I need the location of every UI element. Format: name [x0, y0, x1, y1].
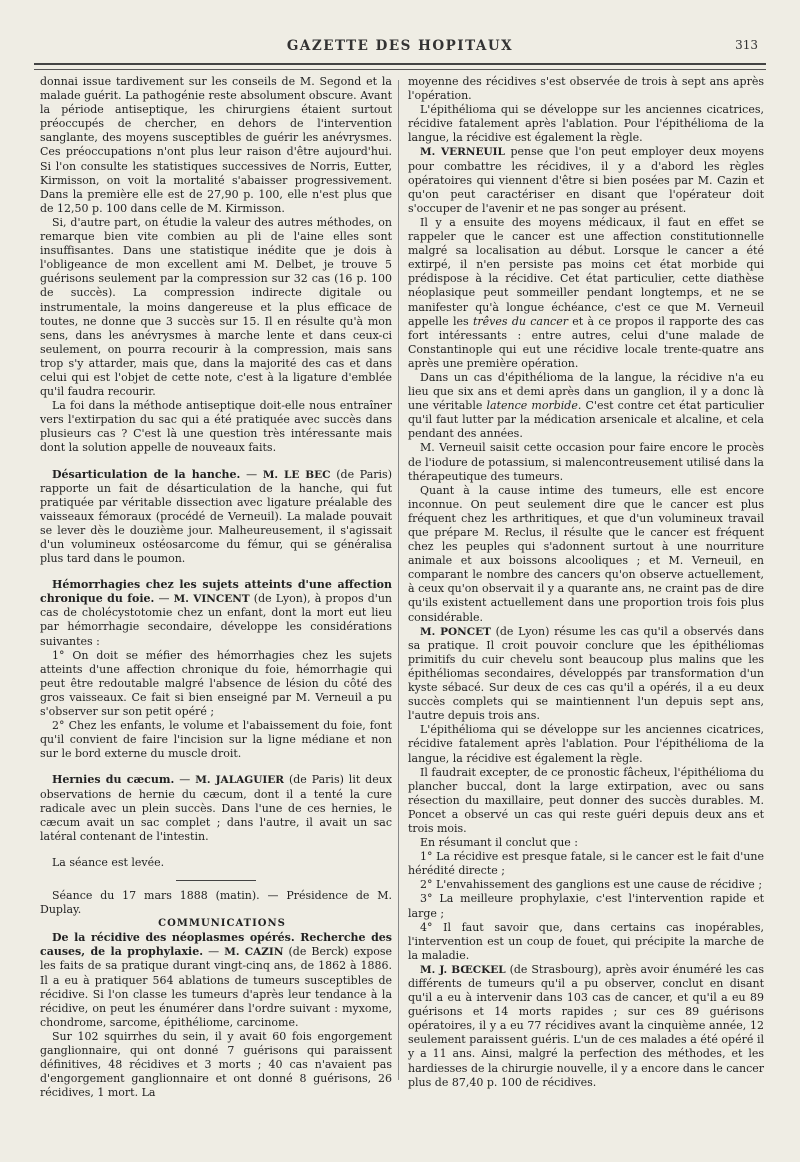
section-text: (de Paris) lit deux observations de hernie du cæcum, dont il a tenté la cure radicale avec un plein succès. Dans l'une de ces hernies, le cæcum avait un sac complet ; dans l'autre, il avait un sac latéral contenant de l'intestin. — [40, 773, 393, 843]
author-name: M. JALAGUIER — [195, 774, 284, 787]
text-span: Dans un cas d'épithélioma de la langue, la récidive n'a eu lieu que six ans et demi après dans un ganglion, il y a donc là une véritable — [408, 370, 764, 413]
closing-line: La séance est levée. — [52, 855, 165, 869]
journal-title: GAZETTE DES HOPITAUX — [286, 38, 514, 54]
section-title: Hémorrhagies chez les sujets atteints d'une affection chronique du foie. — [40, 578, 392, 606]
header-rule — [34, 63, 766, 65]
paragraph: Si, d'autre part, on étudie la valeur des autres méthodes, on remarque bien vite combien au pli de l'aine elles sont insuffisantes. Dans une statistique inédite que je dois à l'obligeance de mon excellent ami M. Delbet, je trouve 5 guérisons seulement par la compression sur 32 cas (16 p. 100 de succès). La compression indirecte digitale ou instrumentale, la moins dangereuse et la plus efficace de toutes, ne donne que 3 succès sur 15. Il en résulte qu'à mon sens, dans les anévrysmes à marche lente et dans ceux-ci seulement, on pourra recourir à la compression, mais sans trop s'y attarder, mais que, dans la majorité des cas et dans celui qui est l'objet de cette note, c'est à la ligature d'emblée qu'il faudra recourir. — [40, 215, 392, 399]
session-line: Séance du 17 mars 1888 (matin). — Présidence de M. Duplay. — [40, 888, 392, 917]
paragraph: donnai issue tardivement sur les conseils de M. Segond et la malade guérit. La pathogénie reste absolument obscure. Avant la période antiseptique, les chirurgiens étaient surtout préoccupés de chercher, en dehors de l'intervention sanglante, des moyens susceptibles de guérir les anévrysmes. Ces préoccupations n'ont plus leur raison d'être aujourd'hui. Si l'on consulte les statistiques successives de Norris, Eutter, Kirmisson, on voit la mortalité s'abaisser progressivement. Dans la première elle est de 27,90 p. 100, elle n'est plus que de 12,50 p. 100 dans celle de M. Kirmisson. — [40, 75, 392, 215]
text-span: C'est contre cet état particulier qu'il faut lutter par la médication arsenicale et alcaline, et cela pendant des années. — [408, 399, 765, 441]
author-name: M. CAZIN — [224, 946, 284, 959]
section-hip-disarticulation: Désarticulation de la hanche. — M. LE BEC (de Paris) rapporte un fait de désarticulation de la hanche, qui fut pratiquée par véritable dissection avec ligature préalable des vaisseaux fémoraux (procédé de Verneuil). La malade pouvait se lever dès le douzième jour. Malheureusement, il s'agissait d'un volumineux ostéosarcome du fémur, qui se généralisa plus tard dans le poumon. — [40, 467, 392, 566]
author-name: M. J. BŒCKEL — [420, 963, 506, 976]
paragraph-verneuil — [408, 145, 764, 215]
section-cecum-hernia: Hernies du cæcum. — M. JALAGUIER (de Paris) lit deux observations de hernie du cæcum, dont il a tenté la cure radicale avec un plein succès. Dans l'une de ces hernies, le cæcum avait un sac complet ; dans l'autre, il avait un sac latéral contenant de l'intestin. — [40, 773, 393, 843]
conclusion-item: 3° La meilleure prophylaxie, c'est l'intervention rapide et large ; — [408, 892, 764, 920]
paragraph: Il faudrait excepter, de ce pronostic fâcheux, l'épithélioma du plancher buccal, dont la large extirpation, avec ou sans résection du maxillaire, peut donner des succès durables. M. Poncet a observé un cas qui reste guéri depuis deux ans et trois mois. — [408, 765, 764, 835]
section-text: pense que l'on peut employer deux moyens pour combattre les récidives, il y a d'abord les règles opératoires qui viennent d'être si bien posées par M. Cazin et qu'on peut caractériser en disant que l'opérateur doit s'occuper de l'avenir et ne pas songer au présent. — [408, 145, 764, 215]
paragraph — [408, 371, 764, 441]
paragraph: moyenne des récidives s'est observée de trois à sept ans après l'opération. — [408, 75, 764, 103]
page-header — [36, 38, 764, 60]
right-column — [408, 75, 764, 1090]
paragraph: 1° On doit se méfier des hémorrhagies chez les sujets atteints d'une affection chronique du foie, hémorrhagie qui peut être redoutable malgré l'absence de lésion du côté des gros vaisseaux. Ce fait si bien enseigné par M. Verneuil a pu s'observer sur son petit opéré ; — [40, 648, 392, 719]
author-name: M. VINCENT — [173, 593, 250, 606]
conclusion-item: 4° Il faut savoir que, dans certains cas inopérables, l'intervention est un coup de fouet, qui précipite la marche de la maladie. — [408, 920, 764, 962]
section-title: Hernies du cæcum. — [52, 773, 175, 787]
conclusion-item: 2° L'envahissement des ganglions est une cause de récidive ; — [420, 878, 763, 892]
section-title: De la récidive des néoplasmes opérés. Recherche des causes, de la prophylaxie. — [40, 931, 392, 959]
left-column — [40, 75, 392, 1100]
page-number: 313 — [735, 38, 758, 52]
text-span: Il y a ensuite des moyens médicaux, il faut en effet se rappeler que le cancer est une affection constitutionnelle malgré sa localisation au début. Lorsque le cancer a été extirpé, il n'en persiste pas moins cet état morbide qui prédispose à la récidive. Cet état particulier, cette diathèse néoplasique peut sommeiller pendant longtemps, et ne se manifester qu'à longue échéance, c'est ce que M. Verneuil appelle les — [408, 215, 764, 328]
paragraph-boeckel — [408, 963, 764, 1090]
author-name: M. PONCET — [420, 625, 491, 638]
paragraph: L'épithélioma qui se développe sur les anciennes cicatrices, récidive fatalement après l'ablation. Pour l'épithélioma de la langue, la récidive est également la règle. — [408, 103, 764, 145]
text-span: et à ce propos il rapporte des cas fort intéressants : entre autres, celui d'une malade de Constantinople qui eut une récidive locale trente-quatre ans après une première opération. — [408, 314, 764, 370]
conclusion-item: 1° La récidive est presque fatale, si le cancer est le fait d'une hérédité directe ; — [408, 850, 764, 878]
paragraph: M. Verneuil saisit cette occasion pour faire encore le procès de l'iodure de potassium, si malencontreusement utilisé dans la thérapeutique des tumeurs. — [408, 441, 764, 483]
header-rule-thin — [34, 69, 766, 70]
paragraph — [408, 216, 764, 371]
paragraph: L'épithélioma qui se développe sur les anciennes cicatrices, récidive fatalement après l'ablation. Pour l'épithélioma de la langue, la récidive est également la règle. — [408, 723, 764, 765]
section-text: (de Paris) rapporte un fait de désarticulation de la hanche, qui fut pratiquée par véritable dissection avec ligature préalable des vaisseaux fémoraux (procédé de Verneuil). La malade pouvait se lever dès le douzième jour. Malheureusement, il s'agissait d'un volumineux ostéosarcome du fémur, qui se généralisa plus tard dans le poumon. — [40, 467, 392, 566]
paragraph: La foi dans la méthode antiseptique doit-elle nous entraîner vers l'extirpation du sac qui a été pratiquée avec succès dans plusieurs cas ? C'est là une question très intéressante mais dont la solution appelle de nouveaux faits. — [40, 399, 392, 455]
paragraph: En résumant il conclut que : — [420, 836, 579, 850]
communications-heading: COMMUNICATIONS — [158, 918, 286, 930]
paragraph: Sur 102 squirrhes du sein, il y avait 60 fois engorgement ganglionnaire, qui ont donné 7 guérisons qui paraissent définitives, 48 récidives et 3 morts ; 40 cas n'avaient pas d'engorgement ganglionnaire et ont donné 8 guérisons, 26 récidives, 1 mort. La — [40, 1029, 392, 1100]
author-name: M. VERNEUIL — [420, 146, 505, 159]
section-text: (de Lyon), à propos d'un cas de cholécystotomie chez un enfant, dont la mort eut lieu par hémorrhagie secondaire, développe les considérations suivantes : — [40, 592, 392, 648]
paragraph: 2° Chez les enfants, le volume et l'abaissement du foie, font qu'il convient de faire l'incision sur la ligne médiane et non sur le bord externe du muscle droit. — [40, 719, 392, 761]
emphasis-text: latence morbide. — [486, 399, 582, 413]
paragraph-poncet — [408, 625, 764, 724]
section-text: (de Strasbourg), après avoir énuméré les cas différents de tumeurs qu'il a pu observer, conclut en disant qu'il a eu à intervenir dans 103 cas de cancer, et qu'il a eu 89 guérisons et 14 morts rapides ; sur ces 89 guérisons opératoires, il y a eu 77 récidives avant la cinquième année, 12 seulement paraissent guéris. L'un de ces malades a été opéré il y a 11 ans. Ainsi, malgré la perfection des méthodes, et les hardiesses de la chirurgie nouvelle, il y a encore dans le cancer plus de 87,40 p. 100 de récidives. — [408, 962, 764, 1089]
paragraph: Quant à la cause intime des tumeurs, elle est encore inconnue. On peut seulement dire que le cancer est plus fréquent chez les arthritiques, et que d'un volumineux travail que prépare M. Reclus, il résulte que le cancer est fréquent chez les peuples qui s'adonnent surtout à une nourriture animale et aux boissons alcooliques ; et M. Verneuil, en comparant le nombre des cancers qu'on observe actuellement, à ceux qu'on observait il y a quarante ans, ne craint pas de dire qu'ils existent actuellement dans une proportion trois fois plus considérable. — [408, 483, 764, 624]
emphasis-text: trêves du cancer — [472, 314, 568, 328]
column-divider — [398, 80, 399, 1080]
author-name: M. LE BEC — [262, 468, 331, 481]
section-hemorrhages: Hémorrhagies chez les sujets atteints d'une affection chronique du foie. — M. VINCENT (de Lyon), à propos d'un cas de cholécystotomie chez un enfant, dont la mort eut lieu par hémorrhagie secondaire, développe les considérations suivantes : — [40, 578, 392, 648]
section-rule — [176, 880, 256, 881]
section-title: Désarticulation de la hanche. — [52, 467, 241, 481]
section-recurrence: De la récidive des néoplasmes opérés. Recherche des causes, de la prophylaxie. — M. CAZIN (de Berck) expose les faits de sa pratique durant vingt-cinq ans, de 1862 à 1886. Il a eu à pratiquer 564 ablations de tumeurs susceptibles de récidive. Si l'on classe les tumeurs d'après leur tendance à la récidive, on peut les énumérer dans l'ordre suivant : myxome, chondrome, sarcome, épithéliome, carcinome. — [40, 931, 393, 1029]
section-text: (de Lyon) résume les cas qu'il a observés dans sa pratique. Il croit pouvoir conclure que les épithéliomas primitifs du cuir chevelu sont beaucoup plus malins que les épithéliomas secondaires, développés par transformation d'un kyste sébacé. Sur deux de ces cas qu'il a opérés, il a eu deux succès complets qui se maintiennent l'un depuis sept ans, l'autre depuis trois ans. — [408, 624, 765, 723]
section-text: (de Berck) expose les faits de sa pratique durant vingt-cinq ans, de 1862 à 1886. Il a eu à pratiquer 564 ablations de tumeurs susceptibles de récidive. Si l'on classe les tumeurs d'après leur tendance à la récidive, on peut les énumérer dans l'ordre suivant : myxome, chondrome, sarcome, épithéliome, carcinome. — [40, 945, 393, 1029]
